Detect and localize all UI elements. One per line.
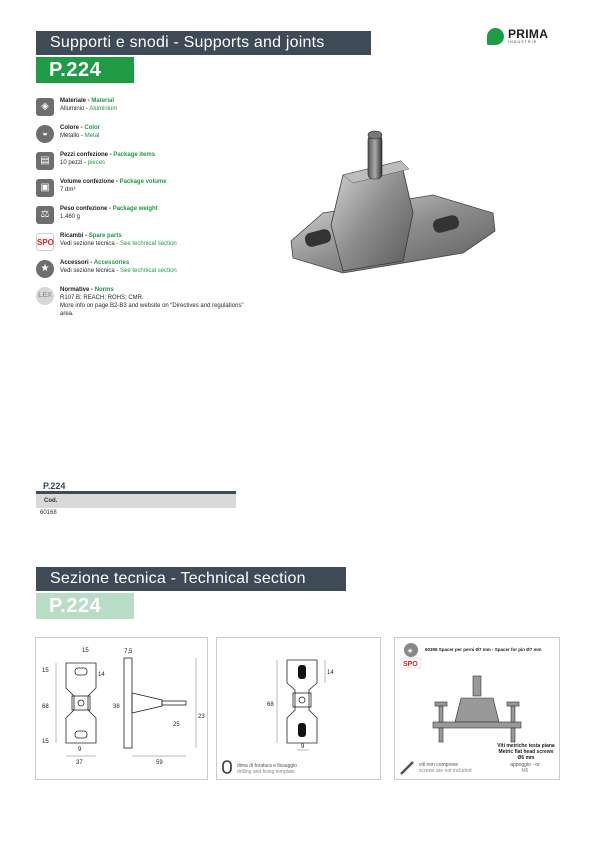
package-weight-icon: ⚖ (36, 206, 54, 224)
spec-material: ◈ Materiale - Material Alluminio - Aluminium (36, 97, 256, 124)
package-volume-icon: ▣ (36, 179, 54, 197)
svg-text:★: ★ (407, 647, 414, 655)
technical-section-title: Sezione tecnica - Technical section (36, 567, 346, 591)
product-code: P.224 (36, 57, 134, 83)
screw-note: Viti metriche testa piana Metric flat head screws Ø6 mm (497, 743, 555, 761)
dim-label: 37 (76, 760, 83, 766)
product-photo (283, 113, 503, 283)
logo-tagline: INDUSTRIE (508, 40, 538, 44)
logo-mark-icon (487, 28, 504, 45)
spec-package-volume: ▣ Volume confezione - Package volume 7 dm³ (36, 178, 256, 205)
dimension-drawing-svg (36, 638, 209, 781)
drawing-dimensions (35, 637, 208, 780)
dim-label: 14 (327, 670, 334, 676)
template-drawing-svg (217, 638, 382, 781)
screws-not-included-note: viti non comprese screws are not included (419, 762, 472, 774)
spacer-note: 60395 Spacer per perni Ø7 mm - Spacer for pin Ø7 mm (425, 647, 542, 652)
material-icon: ◈ (36, 98, 54, 116)
brand-logo (487, 28, 567, 48)
dim-label: 68 (42, 704, 49, 710)
dim-label: 68 (267, 702, 274, 708)
spec-package-items: ▤ Pezzi confezione - Package items 10 pezzi - pieces (36, 151, 256, 178)
logo-name: PRIMA (508, 27, 549, 41)
dim-label: 9 (301, 744, 305, 750)
template-note: dima di foratura e fissaggio drilling and fixing template (237, 763, 298, 775)
table-header-code: Cod. (36, 494, 236, 508)
dim-label: 25 (173, 722, 180, 728)
dim-label: 9 (78, 747, 82, 753)
dim-label: 38 (113, 704, 120, 710)
support-note: appoggio - or M6 (510, 762, 540, 774)
dim-label: 15 (42, 668, 49, 674)
color-icon: ◒ (36, 125, 54, 143)
norms-icon: LEX (36, 287, 54, 305)
dim-label: 7,5 (124, 649, 133, 655)
drawing-template (216, 637, 381, 780)
spec-list (36, 97, 256, 326)
table-title: P.224 (43, 481, 66, 491)
spec-package-weight: ⚖ Peso confezione - Package weight 1.460 g (36, 205, 256, 232)
spec-accessories: ★ Accessori - Accessories Vedi sezione tecnica - See technical section (36, 259, 256, 286)
dim-label: 15 (42, 739, 49, 745)
spare-parts-icon: SPO (36, 233, 54, 251)
accessories-icon: ★ (36, 260, 54, 278)
screwdriver-icon (399, 760, 415, 776)
dim-label: 15 (82, 648, 89, 654)
page-title: Supporti e snodi - Supports and joints (36, 31, 371, 55)
drawing-mounting (394, 637, 560, 780)
package-items-icon: ▤ (36, 152, 54, 170)
svg-text:SPO: SPO (403, 661, 418, 668)
spec-color: ◒ Colore - Color Metallo - Metal (36, 124, 256, 151)
technical-product-code: P.224 (36, 593, 134, 619)
spec-spare-parts: SPO Ricambi - Spare parts Vedi sezione tecnica - See technical section (36, 232, 256, 259)
table-row: 60168 (40, 510, 57, 516)
spec-norms: LEX Normative - Norms R107.B; REACH; ROHS; CMR. More info on page B2-B3 and website on “Directives and regulations” area. (36, 286, 256, 326)
dim-label: 59 (156, 760, 163, 766)
dim-label: 14 (98, 672, 105, 678)
dim-label: 23 (198, 714, 205, 720)
template-icon (223, 761, 231, 773)
